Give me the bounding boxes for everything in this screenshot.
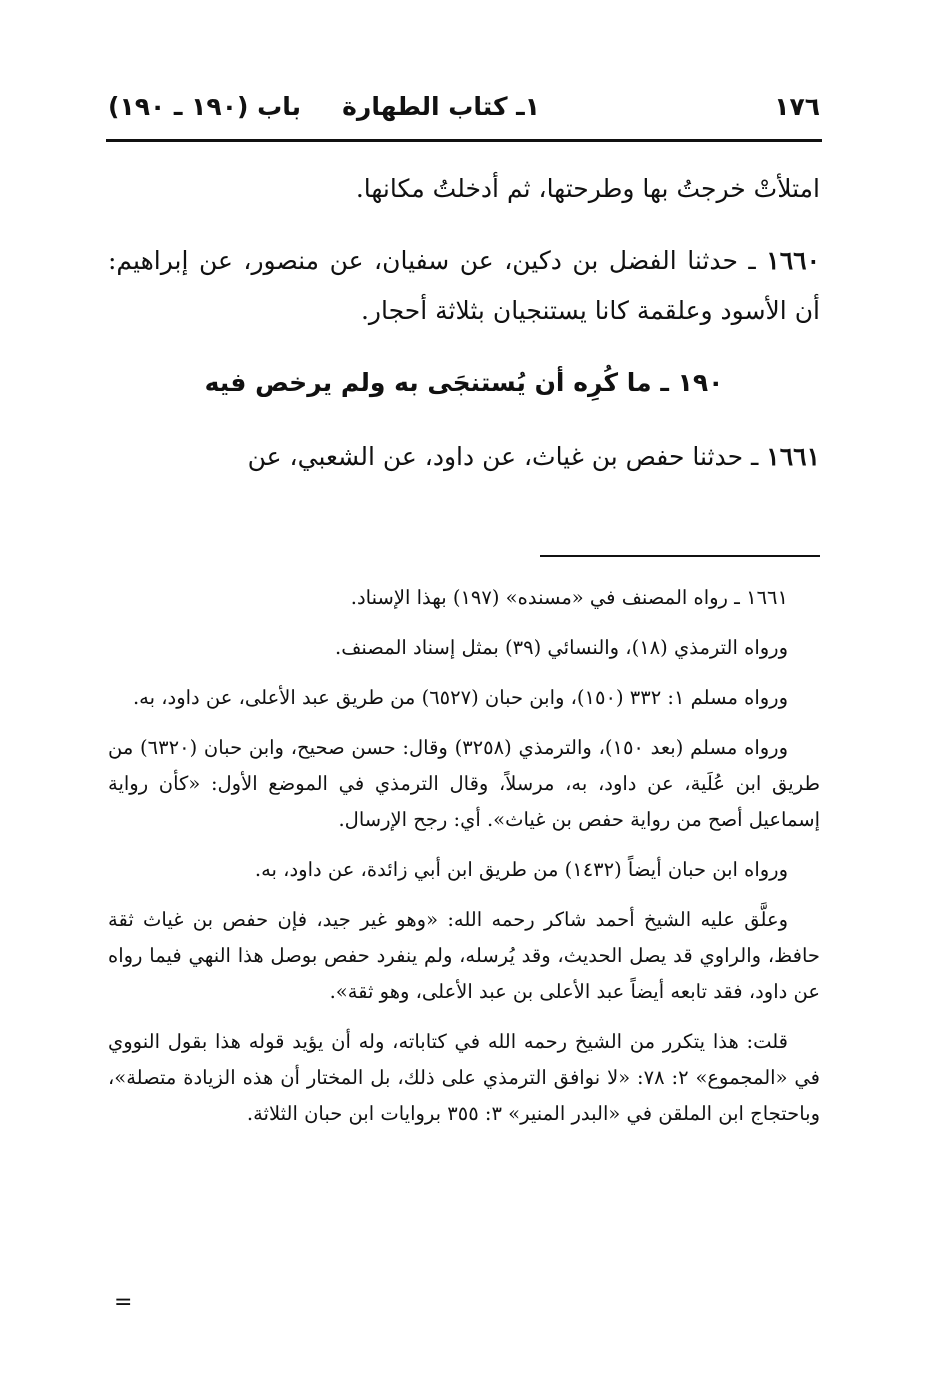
continuation-mark: = xyxy=(114,1290,133,1315)
chapter-heading: ١٩٠ ـ ما كُرِه أن يُستنجَى به ولم يرخص فيه xyxy=(204,368,724,397)
footnotes xyxy=(108,580,820,1146)
book-title: ١ـ كتاب الطهارة xyxy=(342,92,540,121)
footnote-paragraph: قلت: هذا يتكرر من الشيخ رحمه الله في كتاباته، وله أن يؤيد قوله هذا بقول النووي في «المجموع» ٢: ٧٨: «لا نوافق الترمذي على ذلك، بل المختار أن هذه الزيادة متصلة»، وباحتجاج ابن الملقن في «البدر المنير» ٣: ٣٥٥ بروايات ابن حبان الثلاثة. xyxy=(108,1030,820,1125)
header-rule xyxy=(106,139,822,142)
hadith-1661 xyxy=(108,432,820,482)
hadith-number: ١٦٦٠ xyxy=(766,246,820,275)
hadith-1660 xyxy=(108,236,820,336)
main-text xyxy=(108,164,820,504)
chapter-range: باب (١٩٠ ـ ١٩٠) xyxy=(108,92,301,121)
hadith-number: ١٦٦١ xyxy=(766,442,820,471)
hadith-text: ـ حدثنا حفص بن غياث، عن داود، عن الشعبي، عن xyxy=(247,442,767,471)
footnote-separator xyxy=(540,555,820,557)
page-number: ١٧٦ xyxy=(774,92,820,121)
footnote-paragraph: ١٦٦١ ـ رواه المصنف في «مسنده» (١٩٧) بهذا الإسناد. xyxy=(350,586,788,609)
footnote-paragraph: ورواه مسلم ١: ٣٣٢ (١٥٠)، وابن حبان (٦٥٢٧) من طريق عبد الأعلى، عن داود، به. xyxy=(132,686,788,709)
hadith-text: ـ حدثنا الفضل بن دكين، عن سفيان، عن منصور، عن إبراهيم: أن الأسود وعلقمة كانا يستنجيان بثلاثة أحجار. xyxy=(108,246,820,325)
footnote-paragraph: وعلَّق عليه الشيخ أحمد شاكر رحمه الله: «وهو غير جيد، فإن حفص بن غياث ثقة حافظ، والراوي قد يصل الحديث، وقد يُرسله، ولم ينفرد حفص بوصل هذا النهي فيما رواه عن داود، فقد تابعه أيضاً عبد الأعلى بن عبد الأعلى، وهو ثقة». xyxy=(108,908,820,1003)
footnote-paragraph: ورواه ابن حبان أيضاً (١٤٣٢) من طريق ابن أبي زائدة، عن داود، به. xyxy=(254,858,788,881)
continuation-paragraph: امتلأتْ خرجتُ بها وطرحتها، ثم أدخلتُ مكانها. xyxy=(355,174,820,203)
footnote-paragraph: ورواه الترمذي (١٨)، والنسائي (٣٩) بمثل إسناد المصنف. xyxy=(335,636,788,659)
running-header xyxy=(108,92,820,136)
footnote-paragraph: ورواه مسلم (بعد ١٥٠)، والترمذي (٣٢٥٨) وقال: حسن صحيح، وابن حبان (٦٣٢٠) من طريق ابن عُلَية، عن داود، به، مرسلاً، وقال الترمذي في الموضع الأول: «كأن رواية إسماعيل أصح من رواية حفص بن غياث». أي: رجح الإرسال. xyxy=(108,736,820,831)
